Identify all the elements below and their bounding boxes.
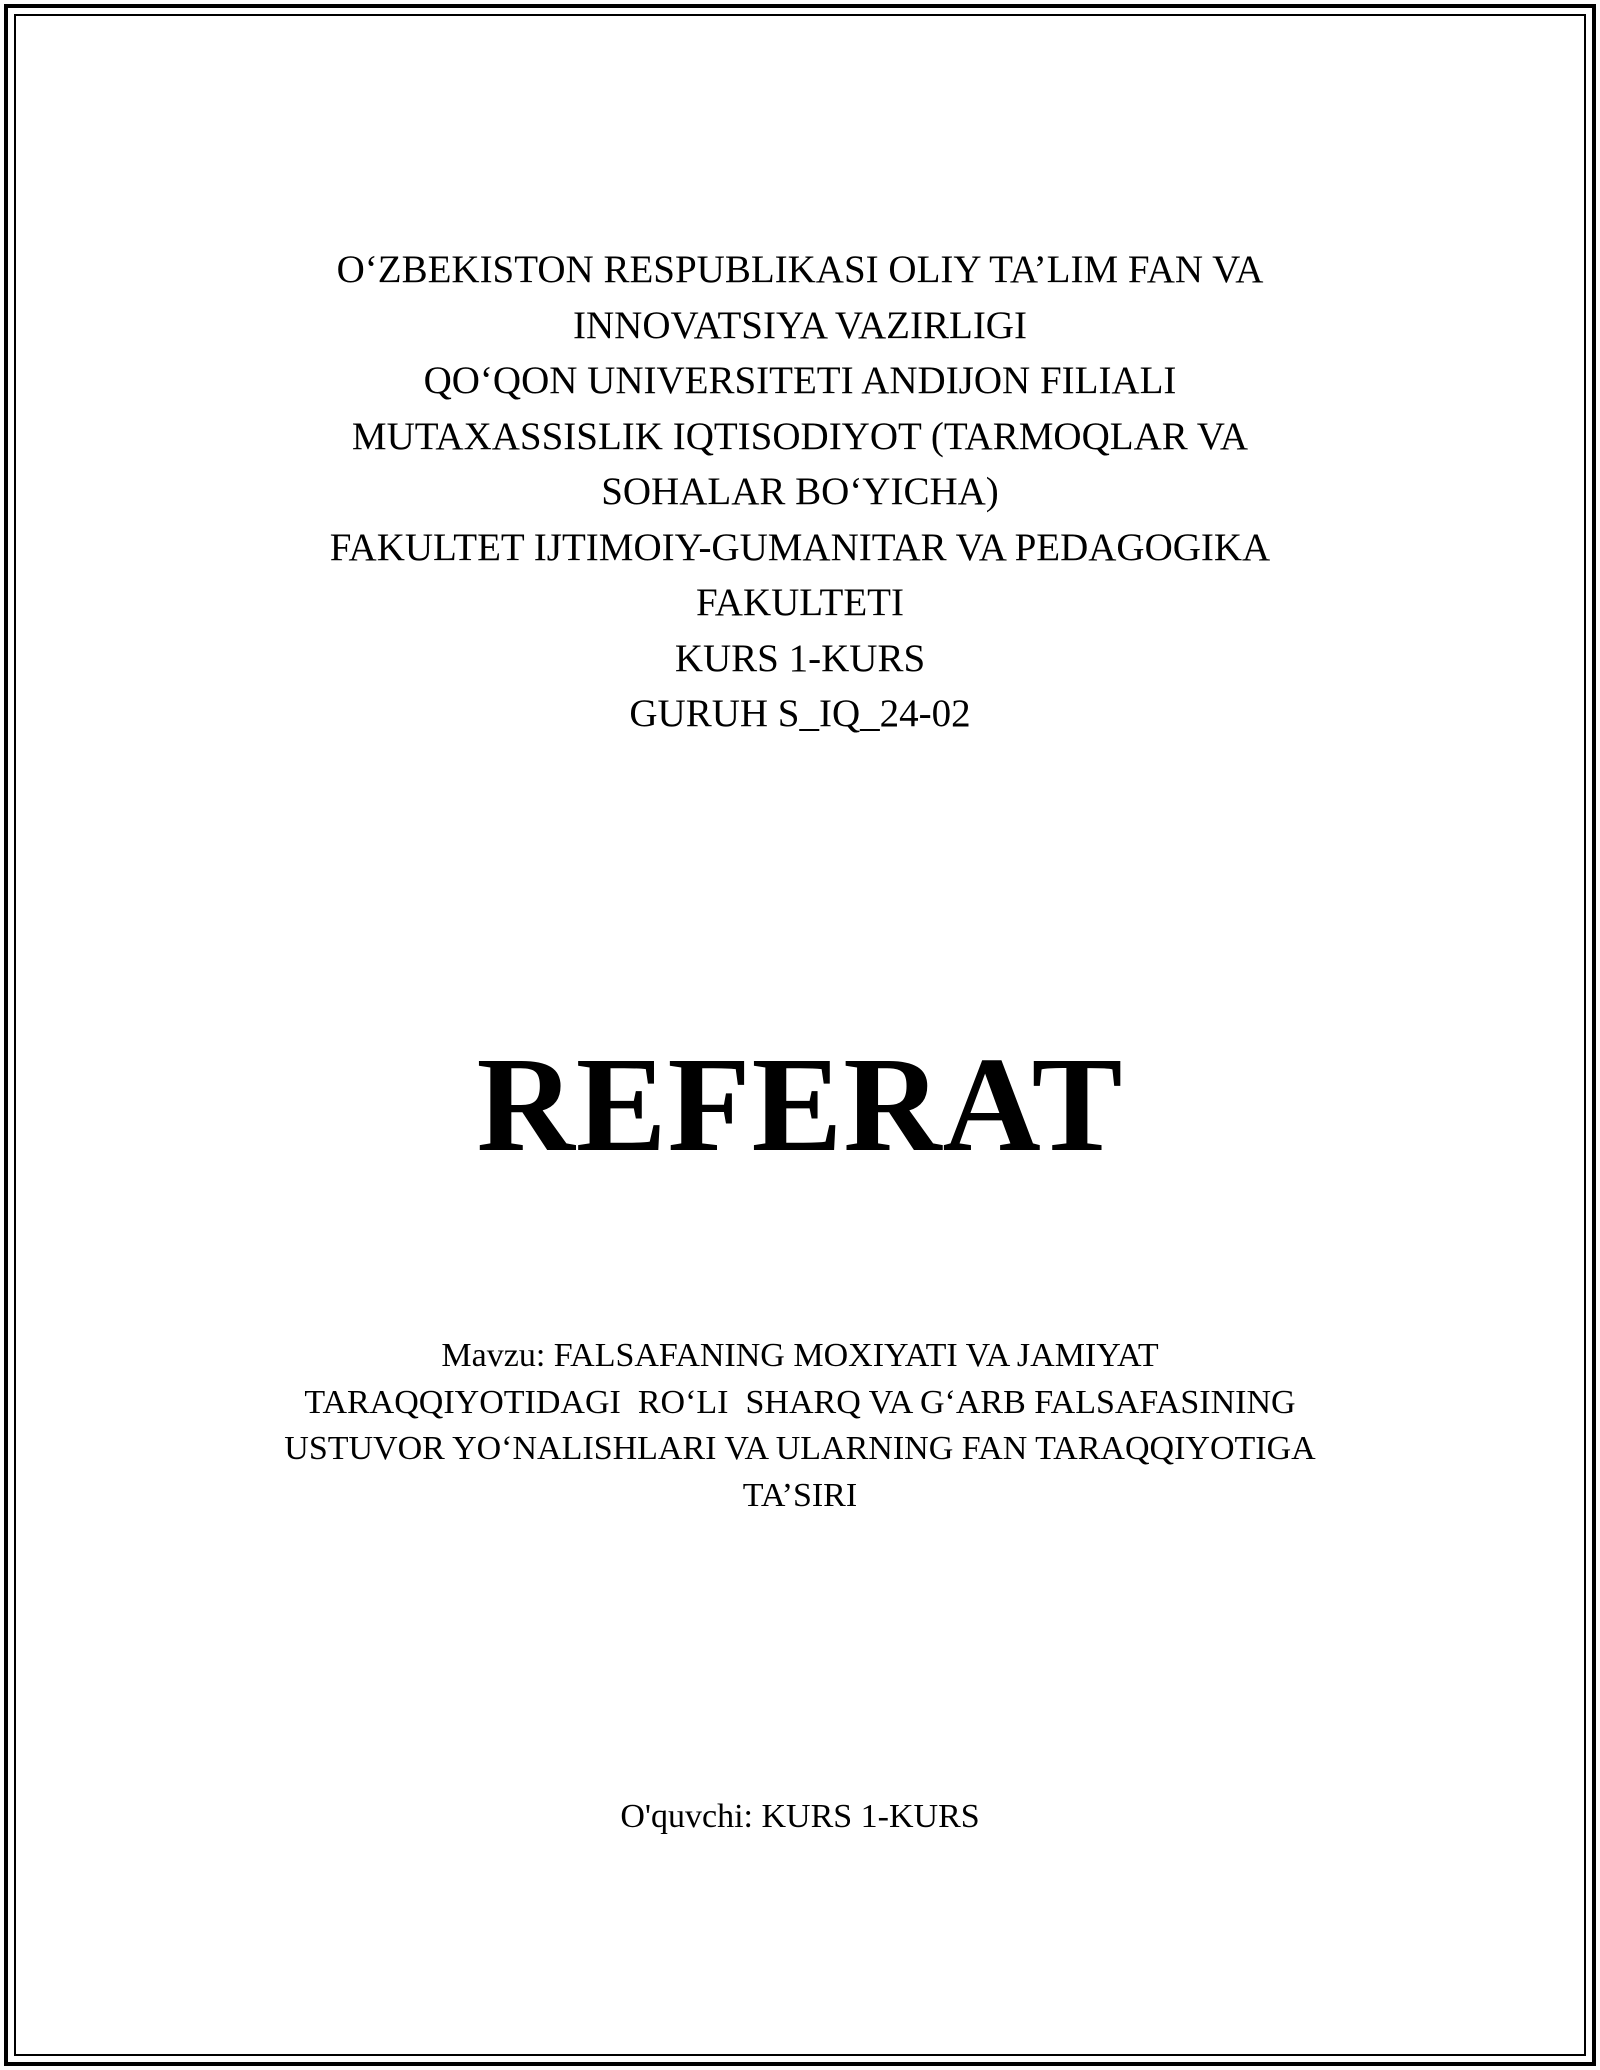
institution-header <box>200 242 1400 742</box>
topic-line-3: USTUVOR YO‘NALISHLARI VA ULARNING FAN TARAQQIYOTIGA <box>284 1430 1316 1467</box>
header-line-course: KURS 1-KURS <box>674 636 926 680</box>
topic-line-4: TA’SIRI <box>742 1476 858 1514</box>
header-line-ministry-1: O‘ZBEKISTON RESPUBLIKASI OLIY TA’LIM FAN VA <box>336 248 1264 291</box>
header-line-university: QO‘QON UNIVERSITETI ANDIJON FILIALI <box>423 359 1177 402</box>
topic-block <box>160 1333 1440 1519</box>
header-line-specialty-2: SOHALAR BO‘YICHA) <box>601 470 999 513</box>
document-title: REFERAT <box>476 1030 1124 1180</box>
header-line-faculty-2: FAKULTETI <box>696 581 904 624</box>
topic-line-2: TARAQQIYOTIDAGI RO‘LI SHARQ VA G‘ARB FALSAFASINING <box>304 1383 1296 1421</box>
header-line-specialty-1: MUTAXASSISLIK IQTISODIYOT (TARMOQLAR VA <box>351 414 1249 458</box>
student-info: O'quvchi: KURS 1-KURS <box>620 1798 980 1835</box>
header-line-ministry-2: INNOVATSIYA VAZIRLIGI <box>573 303 1027 347</box>
topic-line-1: Mavzu: FALSAFANING MOXIYATI VA JAMIYAT <box>441 1337 1159 1374</box>
header-line-faculty-1: FAKULTET IJTIMOIY-GUMANITAR VA PEDAGOGIKA <box>329 525 1271 569</box>
header-line-group: GURUH S_IQ_24-02 <box>629 692 971 735</box>
